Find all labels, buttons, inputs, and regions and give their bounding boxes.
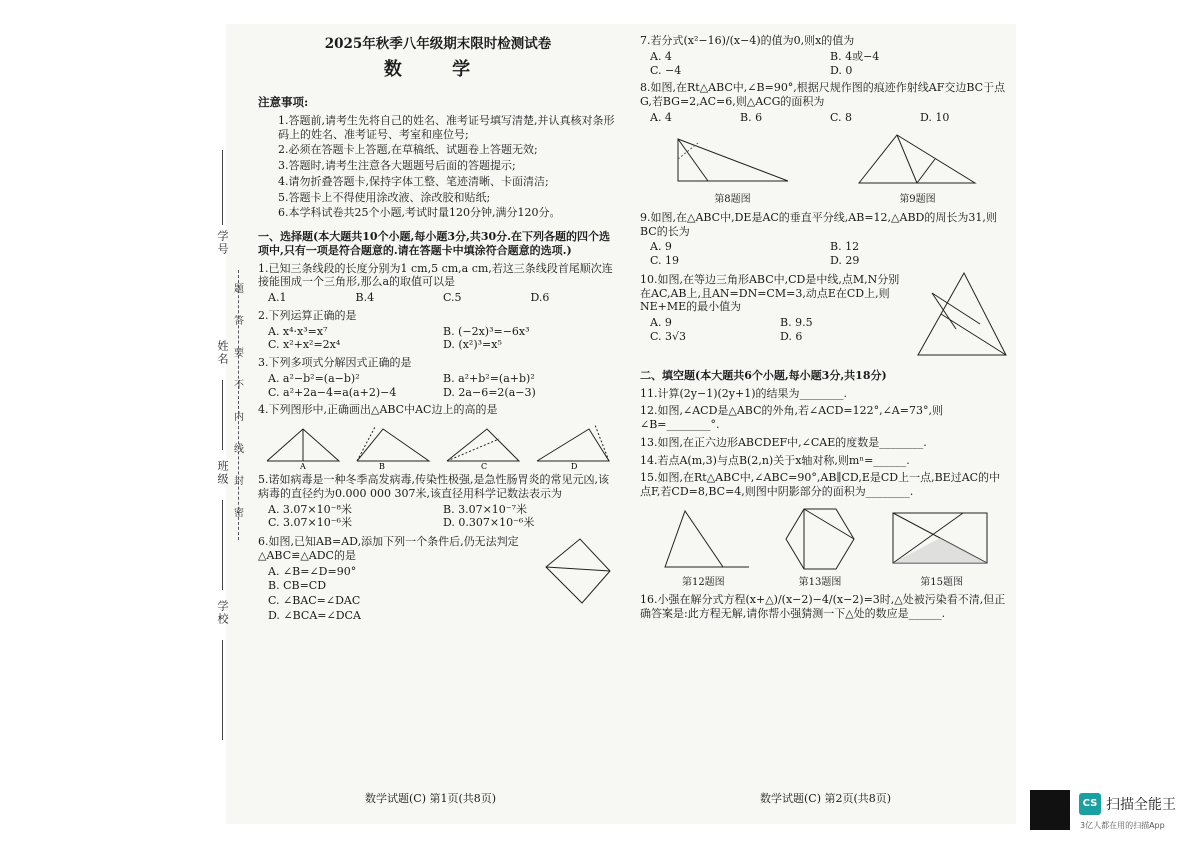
exam-subject: 数 学 — [383, 58, 493, 80]
option: B. a²+b²=(a+b)² — [443, 371, 535, 385]
option: D.6 — [530, 291, 550, 304]
seal-word: 题 — [234, 284, 244, 295]
scanner-app-tagline: 3亿人都在用的扫描App — [1080, 821, 1165, 830]
option: A.1 — [268, 291, 287, 304]
notice-heading: 注意事项: — [258, 95, 309, 110]
q12-q13-q15-figures — [640, 503, 1010, 589]
seal-word: 密 — [234, 508, 244, 519]
q10-options — [640, 316, 910, 344]
option: B. 4或−4 — [830, 49, 880, 63]
q8-caption: 第8题图 — [714, 194, 751, 206]
option: B. 12 — [830, 240, 860, 254]
option: B. 6 — [740, 110, 763, 124]
q10-figure — [910, 269, 1010, 359]
q10-block — [640, 269, 1010, 359]
question-10: 10.如图,在等边三角形ABC中,CD是中线,点M,N分别在AC,AB上,且AN=DN=CM=3,动点E在CD上,则NE+ME的最小值为 — [640, 272, 900, 314]
footer-right: 数学试题(C) 第2页(共8页) — [760, 792, 892, 805]
q12-caption: 第12题图 — [681, 576, 725, 588]
footer-left: 数学试题(C) 第1页(共8页) — [365, 792, 497, 805]
option: D. 0 — [830, 63, 853, 77]
option: A. 3.07×10⁻⁸米 — [268, 502, 352, 516]
question-16: 16.小强在解分式方程(x+△)/(x−2)−4/(x−2)=3时,△处被污染看不清,但正确答案是:此方程无解,请你帮小强猜测一下△处的数应是______. — [640, 593, 1006, 620]
q8-figure — [668, 129, 798, 191]
notice-item: 1.答题前,请考生先将自己的姓名、准考证号填写清楚,并认真核对条形码上的姓名、准考证号、考室和座位号; — [278, 113, 615, 141]
option: D. ∠BCA=∠DCA — [268, 608, 361, 622]
q1-options — [258, 291, 618, 305]
q2-options — [258, 325, 618, 353]
q13-caption: 第13题图 — [798, 576, 842, 588]
seal-word: 封 — [234, 476, 244, 487]
q15-figure — [887, 503, 997, 573]
scanner-app-name: 扫描全能王 — [1106, 797, 1176, 813]
q4-figure-c — [443, 421, 523, 469]
left-page — [258, 30, 618, 624]
q13-figure — [780, 503, 860, 573]
question-3: 3.下列多项式分解因式正确的是 — [258, 356, 412, 369]
option: A. a²−b²=(a−b)² — [268, 371, 360, 385]
q5-options — [258, 503, 618, 531]
option: C. 3.07×10⁻⁶米 — [268, 516, 352, 530]
question-2: 2.下列运算正确的是 — [258, 308, 357, 322]
q9-caption: 第9题图 — [899, 194, 936, 206]
seal-word: 答 — [234, 316, 244, 327]
notice-item: 4.请勿折叠答题卡,保持字体工整、笔迹清晰、卡面清洁; — [278, 174, 549, 188]
svg-text:C: C — [481, 462, 488, 469]
notice-item: 3.答题时,请考生注意各大题题号后面的答题提示; — [278, 159, 516, 172]
q15-caption: 第15题图 — [920, 576, 963, 588]
option: D. 0.307×10⁻⁶米 — [443, 516, 535, 530]
section2-heading: 二、填空题(本大题共6个小题,每小题3分,共18分) — [640, 368, 887, 382]
option: C. 3√3 — [650, 329, 687, 343]
option: C.5 — [443, 291, 462, 304]
student-no-label: 学号 — [216, 230, 229, 256]
option: D. 6 — [780, 329, 803, 343]
q9-options — [640, 240, 1010, 268]
q4-figure-a — [263, 421, 343, 469]
seal-word: 线 — [234, 444, 244, 455]
seal-word: 要 — [234, 348, 244, 359]
option: C. ∠BAC=∠DAC — [268, 594, 361, 607]
option: C. 8 — [830, 110, 853, 124]
question-9: 9.如图,在△ABC中,DE是AC的垂直平分线,AB=12,△ABD的周长为31,则BC的长为 — [640, 210, 997, 238]
seal-word: 内 — [234, 412, 244, 423]
right-page — [640, 30, 1010, 623]
question-1: 1.已知三条线段的长度分别为1 cm,5 cm,a cm,若这三条线段首尾顺次连接能围成一个三角形,那么a的取值可以是 — [258, 261, 613, 289]
option: D. 2a−6=2(a−3) — [443, 385, 536, 399]
q9-figure — [853, 129, 983, 191]
q4-figure-d — [533, 421, 613, 469]
option: C. x²+x²=2x⁴ — [268, 338, 341, 352]
option: C. a²+2a−4=a(a+2)−4 — [268, 385, 397, 399]
question-4: 4.下列图形中,正确画出△ABC中AC边上的高的是 — [258, 403, 498, 417]
q4-figure-b — [353, 421, 433, 469]
q6-figure — [538, 531, 618, 611]
question-14: 14.若点A(m,3)与点B(2,n)关于x轴对称,则mⁿ=______. — [640, 453, 910, 467]
option: C. −4 — [650, 63, 682, 77]
notice-item: 2.必须在答题卡上答题,在草稿纸、试题卷上答题无效; — [278, 143, 538, 157]
q7-options — [640, 50, 1010, 78]
option: A. 9 — [650, 240, 672, 254]
question-6: 6.如图,已知AB=AD,添加下列一个条件后,仍无法判定△ABC≌△ADC的是 — [258, 535, 519, 562]
seal-word: 不 — [234, 380, 244, 391]
qr-code-icon — [1030, 790, 1070, 830]
option: B. 3.07×10⁻⁷米 — [443, 502, 527, 516]
question-12: 12.如图,∠ACD是△ABC的外角,若∠ACD=122°,∠A=73°,则∠B=________°. — [640, 404, 943, 431]
question-13: 13.如图,在正六边形ABCDEF中,∠CAE的度数是________. — [640, 435, 927, 449]
svg-text:A: A — [300, 462, 306, 469]
class-label: 班级 — [216, 460, 229, 486]
option: B. CB=CD — [268, 579, 327, 593]
q4-figures — [258, 421, 618, 469]
option: A. 9 — [650, 316, 672, 329]
option: B. 9.5 — [780, 316, 813, 329]
option: D. 10 — [920, 110, 950, 124]
q8-options — [640, 111, 1010, 125]
school-label: 学校 — [216, 600, 229, 626]
q8-q9-figures — [640, 129, 1010, 207]
notice-item: 5.答题卡上不得使用涂改液、涂改胶和贴纸; — [278, 190, 491, 204]
option: B.4 — [355, 291, 375, 304]
question-15: 15.如图,在Rt△ABC中,∠ABC=90°,AB∥CD,E是CD上一点,BE过AC的中点F,若CD=8,BC=4,则图中阴影部分的面积为________. — [640, 471, 1001, 498]
option: A. ∠B=∠D=90° — [268, 564, 357, 578]
question-11: 11.计算(2y−1)(2y+1)的结果为________. — [640, 386, 848, 400]
option: C. 19 — [650, 254, 680, 267]
notice-item: 6.本学科试卷共25个小题,考试时量120分钟,满分120分。 — [278, 206, 561, 220]
svg-text:B: B — [379, 462, 385, 469]
option: A. 4 — [650, 110, 672, 124]
name-label: 姓名 — [216, 340, 229, 366]
exam-title: 2025年秋季八年级期末限时检测试卷 — [324, 36, 552, 52]
cs-logo-icon: CS — [1079, 793, 1101, 815]
option: D. 29 — [830, 254, 860, 267]
svg-text:D: D — [571, 462, 578, 469]
question-7: 7.若分式(x²−16)/(x−4)的值为0,则x的值为 — [640, 34, 855, 47]
q6-block — [258, 531, 618, 624]
question-8: 8.如图,在Rt△ABC中,∠B=90°,根据尺规作图的痕迹作射线AF交边BC于点G,若BG=2,AC=6,则△ACG的面积为 — [640, 81, 1006, 108]
seal-line — [238, 270, 239, 540]
option: D. (x²)³=x⁵ — [443, 338, 502, 352]
q12-figure — [653, 503, 753, 573]
question-5: 5.诺如病毒是一种冬季高发病毒,传染性极强,是急性肠胃炎的常见元凶,该病毒的直径约为0.000 000 307米,该直径用科学记数法表示为 — [258, 473, 609, 500]
section1-heading: 一、选择题(本大题共10个小题,每小题3分,共30分.在下列各题的四个选项中,只有一项是符合题意的.请在答题卡中填涂符合题意的选项.) — [258, 230, 610, 257]
option: A. x⁴·x³=x⁷ — [268, 324, 328, 338]
q3-options — [258, 372, 618, 400]
option: B. (−2x)³=−6x³ — [443, 324, 530, 338]
option: A. 4 — [650, 49, 672, 63]
